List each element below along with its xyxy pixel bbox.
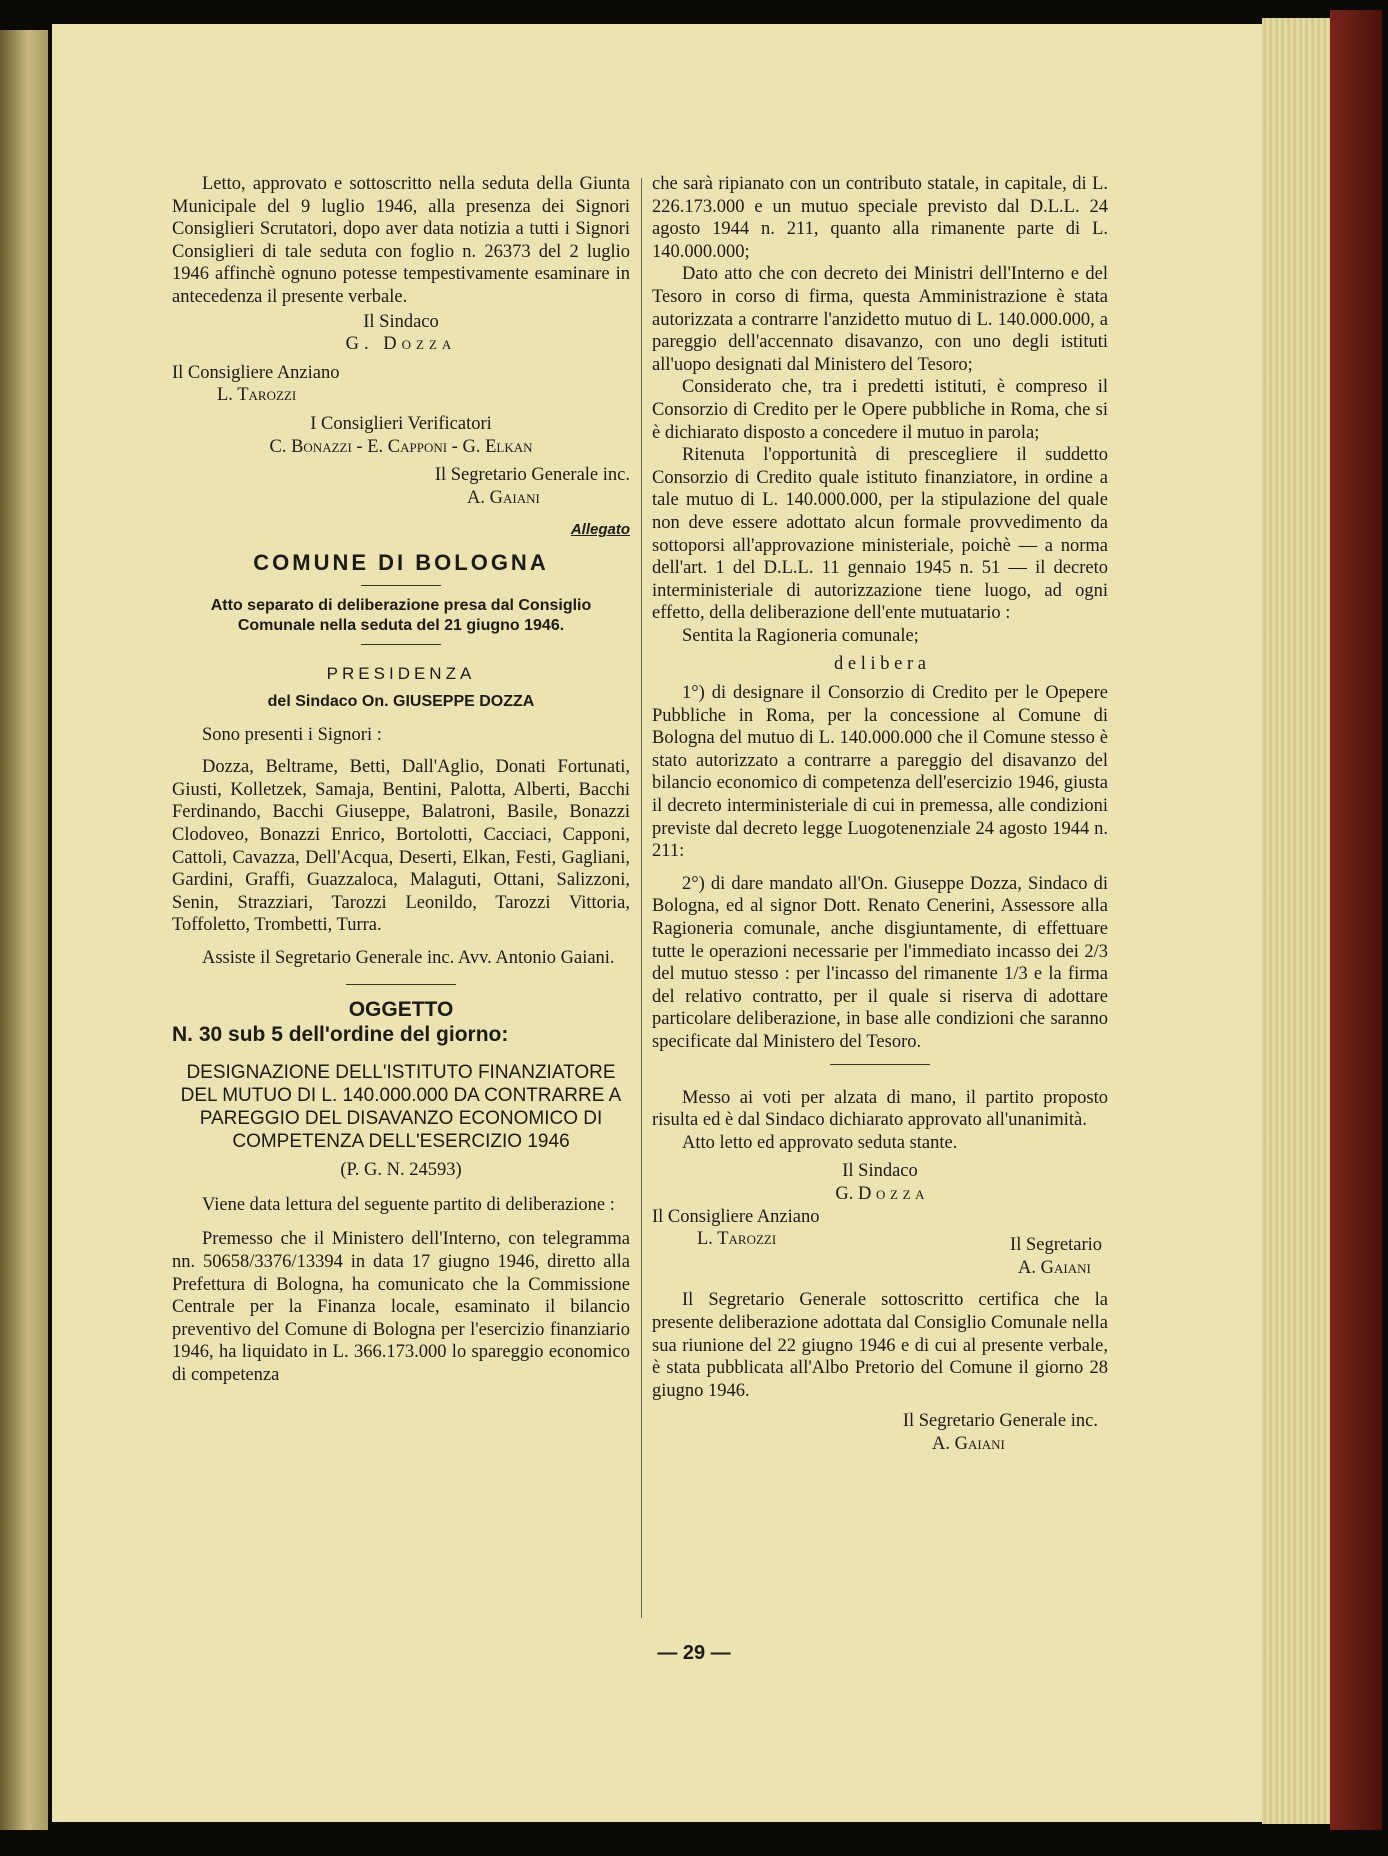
sindaco-name: G. Dozza xyxy=(345,334,457,355)
rule xyxy=(830,1064,930,1065)
segretario-title: Il Segretario xyxy=(1010,1235,1102,1256)
presidenza-heading: PRESIDENZA xyxy=(326,663,476,683)
oggetto-heading: OGGETTO xyxy=(348,997,454,1021)
verificatori-title: I Consiglieri Verificatori xyxy=(310,413,492,434)
column-divider xyxy=(641,178,642,1618)
premesso-paragraph: Premesso che il Ministero dell'Interno, con telegramma nn. 50658/3376/13394 in data 17 giugno 1946, diretto alla Prefettura di Bologna, ha comunicato che la Commissione Centrale per la Finanza locale, esaminato il bilancio preventivo del Comune di Bologna per l'esercizio finanziario 1946, ha liquidato in L. 366.173.000 lo spareggio economico di competenza xyxy=(172,1229,630,1385)
lettura-paragraph: Viene data lettura del seguente partito di deliberazione : xyxy=(202,1194,615,1215)
rule xyxy=(346,984,456,985)
designazione-title: DESIGNAZIONE DELL'ISTITUTO FINANZIATORE DEL MUTUO DI L. 140.000.000 DA CONTRARRE A PAREGGIO DEL DISAVANZO ECONOMICO DI COMPETENZA DELL'ESERCIZIO 1946 xyxy=(180,1062,622,1153)
segretario-name: A. Gaiani xyxy=(467,487,540,508)
comune-heading: COMUNE DI BOLOGNA xyxy=(253,549,549,575)
deliberation-item-1: 1°) di designare il Consorzio di Credito per le Opepere Pubbliche in Roma, per la concessione al Comune di Bologna del mutuo di L. 140.000.000 che il Comune stesso è stato autorizzato a contrarre a pareggio del disavanzo del bilancio economico di competenza dell'esercizio 1946, giusta il decreto interministeriale di cui in premessa, alle condizioni previste dal decreto legge Luogotenenziale 24 agosto 1944 n. 211: xyxy=(652,683,1108,862)
deliberation-item-2: 2°) di dare mandato all'On. Giuseppe Dozza, Sindaco di Bologna, ed al signor Dott. Renato Cenerini, Assessore alla Ragioneria comunale, anche disgiuntamente, di effettuare tutte le operazioni necessarie per l'immediato incasso dei 2/3 del mutuo stesso : per l'incasso del rimanente 1/3 e la firma del relativo contratto, per il quale si riserva di adottare particolare deliberazione, in base alle condizioni che saranno specificate dal Ministero del Tesoro. xyxy=(652,873,1108,1052)
delibera-heading: d e l i b e r a xyxy=(834,654,926,675)
assiste-paragraph: Assiste il Segretario Generale inc. Avv. Antonio Gaiani. xyxy=(202,948,615,969)
ordine-heading: N. 30 sub 5 dell'ordine del giorno: xyxy=(172,1023,509,1047)
paragraph: Dato atto che con decreto dei Ministri dell'Interno e del Tesoro in corso di firma, questa Amministrazione è stata autorizzata a contrarre l'anzidetto mutuo di L. 140.000.000, a pareggio dell'accennato disavanzo, con uno degli istituti all'uopo designati dal Ministero del Tesoro; xyxy=(652,264,1108,375)
intro-paragraph: Letto, approvato e sottoscritto nella seduta della Giunta Municipale del 9 luglio 1946, alla presenza dei Signori Consiglieri Scrutatori, dopo aver data notizia a tutti i Signori Consiglieri di tale seduta con foglio n. 26373 del 2 luglio 1946 affinchè ognuno potesse tempestivamente esaminare in antecedenza il presente verbale. xyxy=(172,174,630,307)
left-column xyxy=(172,173,630,1387)
rule xyxy=(361,585,441,586)
segretario-title: Il Segretario Generale inc. xyxy=(434,465,630,486)
presenti-intro: Sono presenti i Signori : xyxy=(202,724,382,745)
anziano-title: Il Consigliere Anziano xyxy=(172,362,340,383)
atto-separato: Atto separato di deliberazione presa dal Consiglio Comunale nella seduta del 21 giugno 1946. xyxy=(210,596,592,634)
right-column xyxy=(652,173,1108,1455)
page-number: — 29 — xyxy=(657,1642,731,1664)
messo-paragraph: Messo ai voti per alzata di mano, il partito proposto risulta ed è dal Sindaco dichiarato approvato all'unanimità. xyxy=(652,1087,1108,1131)
final-segretario-title: Il Segretario Generale inc. xyxy=(902,1411,1098,1432)
paragraph: Considerato che, tra i predetti istituti, è compreso il Consorzio di Credito per le Opere pubbliche in Roma, che si è dichiarato disposto a concedere il mutuo in parola; xyxy=(652,377,1108,443)
pgn-number: (P. G. N. 24593) xyxy=(340,1160,462,1181)
presenti-list: Dozza, Beltrame, Betti, Dall'Aglio, Donati Fortunati, Giusti, Kolletzek, Samaja, Bentini, Palotta, Alberti, Bacchi Ferdinando, Bacchi Giuseppe, Balatroni, Basile, Bonazzi Clodoveo, Bonazzi Enrico, Bortolotti, Cacciaci, Capponi, Cattoli, Cavazza, Dell'Acqua, Deserti, Elkan, Festi, Gagliani, Gardini, Graffi, Guazzaloca, Malaguti, Ottani, Salizzoni, Senin, Strazziari, Tarozzi Leonildo, Tarozzi Vittoria, Toffoletto, Trombetti, Turra. xyxy=(172,757,630,936)
sindaco-title: Il Sindaco xyxy=(842,1161,918,1182)
segretario-name: A. Gaiani xyxy=(1018,1257,1091,1278)
certifica-paragraph: Il Segretario Generale sottoscritto certifica che la presente deliberazione adottata dal Consiglio Comunale nella sua riunione del 22 giugno 1946 e di cui al presente verbale, è stata pubblicata all'Albo Pretorio del Comune il giorno 28 giugno 1946. xyxy=(652,1290,1108,1401)
atto-letto: Atto letto ed approvato seduta stante. xyxy=(682,1132,958,1153)
previous-page-edge xyxy=(0,30,48,1830)
sindaco-title: Il Sindaco xyxy=(363,311,439,332)
allegato-label: Allegato xyxy=(570,521,630,539)
sindaco-name: G. D o z z a xyxy=(835,1183,925,1204)
anziano-name: L. Tarozzi xyxy=(697,1229,777,1250)
paragraph: Sentita la Ragioneria comunale; xyxy=(682,625,919,646)
paragraph: che sarà ripianato con un contributo statale, in capitale, di L. 226.173.000 e un mutuo speciale previsto dal D.L.L. 24 agosto 1944 n. 211, quanto alla rimanente parte di L. 140.000.000; xyxy=(652,174,1108,262)
anziano-title: Il Consigliere Anziano xyxy=(652,1206,820,1227)
presidenza-sub: del Sindaco On. GIUSEPPE DOZZA xyxy=(267,693,535,711)
book-cover xyxy=(1330,10,1382,1830)
anziano-name: L. Tarozzi xyxy=(217,385,297,406)
final-segretario-name: A. Gaiani xyxy=(932,1433,1005,1454)
rule xyxy=(361,644,441,645)
verificatori-names: C. Bonazzi - E. Capponi - G. Elkan xyxy=(269,436,533,457)
paragraph: Ritenuta l'opportunità di prescegliere il suddetto Consorzio di Credito quale istituto finanziatore, in ordine a tale mutuo di L. 140.000.000, per la stipulazione del quale non deve essere adottato alcun formale provvedimento da sottoporsi all'approvazione ministeriale, poichè — a norma dell'art. 1 del D.L.L. 11 gennaio 1945 n. 51 — il decreto interministeriale di autorizzazione tiene luogo, ad ogni effetto, della deliberazione dell'ente mutuatario : xyxy=(652,445,1108,624)
